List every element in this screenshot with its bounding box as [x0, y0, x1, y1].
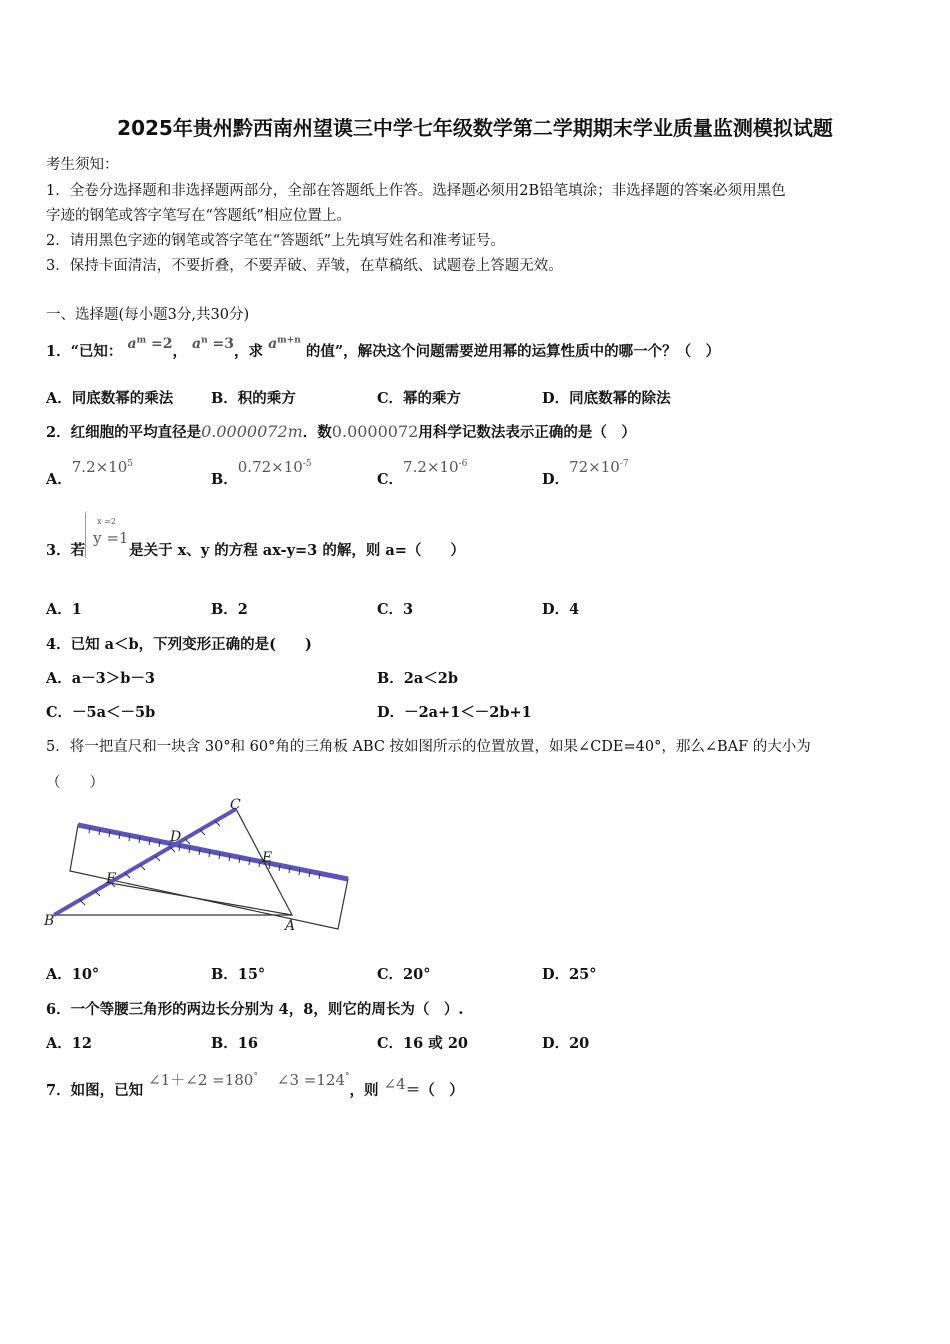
- q3-option-d: D．4: [542, 601, 580, 618]
- ruler-triangle-figure: [40, 795, 360, 940]
- label-f: F: [106, 871, 116, 887]
- q6-option-b: B．16: [211, 1035, 258, 1052]
- notice-item-1-cont: 字迹的钢笔或答字笔写在“答题纸”相应位置上。: [46, 208, 351, 224]
- question-7: 7．如图，已知 ∠1＋∠2 =180° ∠3 =124°，则 ∠4＝（ ）: [46, 1071, 464, 1099]
- equation-system: x =2 y =1: [85, 541, 129, 555]
- q5-option-a: A．10°: [46, 966, 100, 983]
- notice-item-2: 2．请用黑色字迹的钢笔或答字笔在“答题纸”上先填写姓名和准考证号。: [46, 233, 506, 249]
- q5-option-d: D．25°: [542, 966, 597, 983]
- label-b: B: [44, 913, 55, 929]
- q2-option-a: A．$7.2\times 10^5$: [46, 458, 134, 488]
- question-2: 2．红细胞的平均直径是0.0000072m．数0.0000072用科学记数法表示正确的是（ ）: [46, 422, 636, 441]
- q2-option-c: C．$7.2\times 10^{-6}$: [377, 458, 468, 488]
- label-d: D: [170, 829, 182, 845]
- triangle-ticks: [80, 821, 220, 905]
- q1-option-c: C．幂的乘方: [377, 390, 462, 407]
- notice-item-1: 1．全卷分选择题和非选择题两部分，全部在答题纸上作答。选择题必须用2B铅笔填涂；非选择题的答案必须用黑色: [46, 183, 786, 199]
- q1-option-b: B．积的乘方: [211, 390, 296, 407]
- q4-option-c: C．－5a＜－5b: [46, 704, 156, 721]
- value-diameter: 0.0000072m: [201, 422, 303, 441]
- question-6: 6．一个等腰三角形的两边长分别为 4，8，则它的周长为（ ）.: [46, 1001, 464, 1018]
- q6-option-c: C．16 或 20: [377, 1035, 468, 1052]
- formula-angle-sum: ∠1＋∠2 =180°: [148, 1071, 258, 1089]
- label-c: C: [230, 797, 241, 813]
- section-heading: 一、选择题(每小题3分,共30分): [46, 307, 250, 323]
- formula-angle-4: ∠4: [383, 1075, 406, 1093]
- question-5-cont: （ ）: [46, 775, 104, 791]
- notice-item-3: 3．保持卡面清洁，不要折叠，不要弄破、弄皱，在草稿纸、试题卷上答题无效。: [46, 258, 563, 274]
- question-number: 1．: [46, 343, 71, 360]
- question-3: 3．若 x =2 y =1 是关于 x、y 的方程 ax-y=3 的解，则 a=（ ）: [46, 539, 465, 560]
- question-5: 5．将一把直尺和一块含 30°和 60°角的三角板 ABC 按如图所示的位置放置，如果∠CDE=40°，那么∠BAF 的大小为: [46, 739, 811, 755]
- q1-option-a: A．同底数幂的乘法: [46, 390, 174, 407]
- q3-option-b: B．2: [211, 601, 248, 618]
- q4-option-d: D．－2a+1＜－2b+1: [377, 704, 532, 721]
- q6-option-a: A．12: [46, 1035, 92, 1052]
- q2-option-b: B．$0.72\times 10^{-5}$: [211, 458, 312, 488]
- question-1: 1．“已知： $a^m =2$， $a^n =3$，求 $a^{m+n}$ 的值”，解决这个问题需要逆用幂的运算性质中的哪一个？（ ）: [46, 335, 721, 360]
- q4-option-a: A．a－3＞b－3: [46, 670, 155, 687]
- label-e: E: [262, 850, 273, 866]
- q1-option-d: D．同底数幂的除法: [542, 390, 671, 407]
- formula-angle-3: ∠3 =124°: [276, 1071, 350, 1089]
- formula-amn: $a^{m+n}$: [268, 335, 301, 352]
- formula-an: $a^n =3$: [192, 335, 235, 352]
- notice-heading: 考生须知：: [46, 157, 119, 173]
- label-a: A: [285, 918, 296, 934]
- q5-option-c: C．20°: [377, 966, 431, 983]
- formula-am: $a^m =2$: [127, 335, 173, 352]
- page-title: 2025年贵州黔西南州望谟三中学七年级数学第二学期期末学业质量监测模拟试题: [117, 116, 833, 140]
- ruler-scale-edge: [78, 825, 348, 879]
- q6-option-d: D．20: [542, 1035, 590, 1052]
- value-number: 0.0000072: [331, 422, 419, 441]
- question-4: 4．已知 a＜b，下列变形正确的是( ): [46, 636, 312, 653]
- q5-option-b: B．15°: [211, 966, 266, 983]
- q2-option-d: D．$72\times 10^{-7}$: [542, 458, 629, 488]
- q4-option-b: B．2a＜2b: [377, 670, 458, 687]
- q3-option-c: C．3: [377, 601, 414, 618]
- line-fa: [110, 883, 292, 915]
- q3-option-a: A．1: [46, 601, 82, 618]
